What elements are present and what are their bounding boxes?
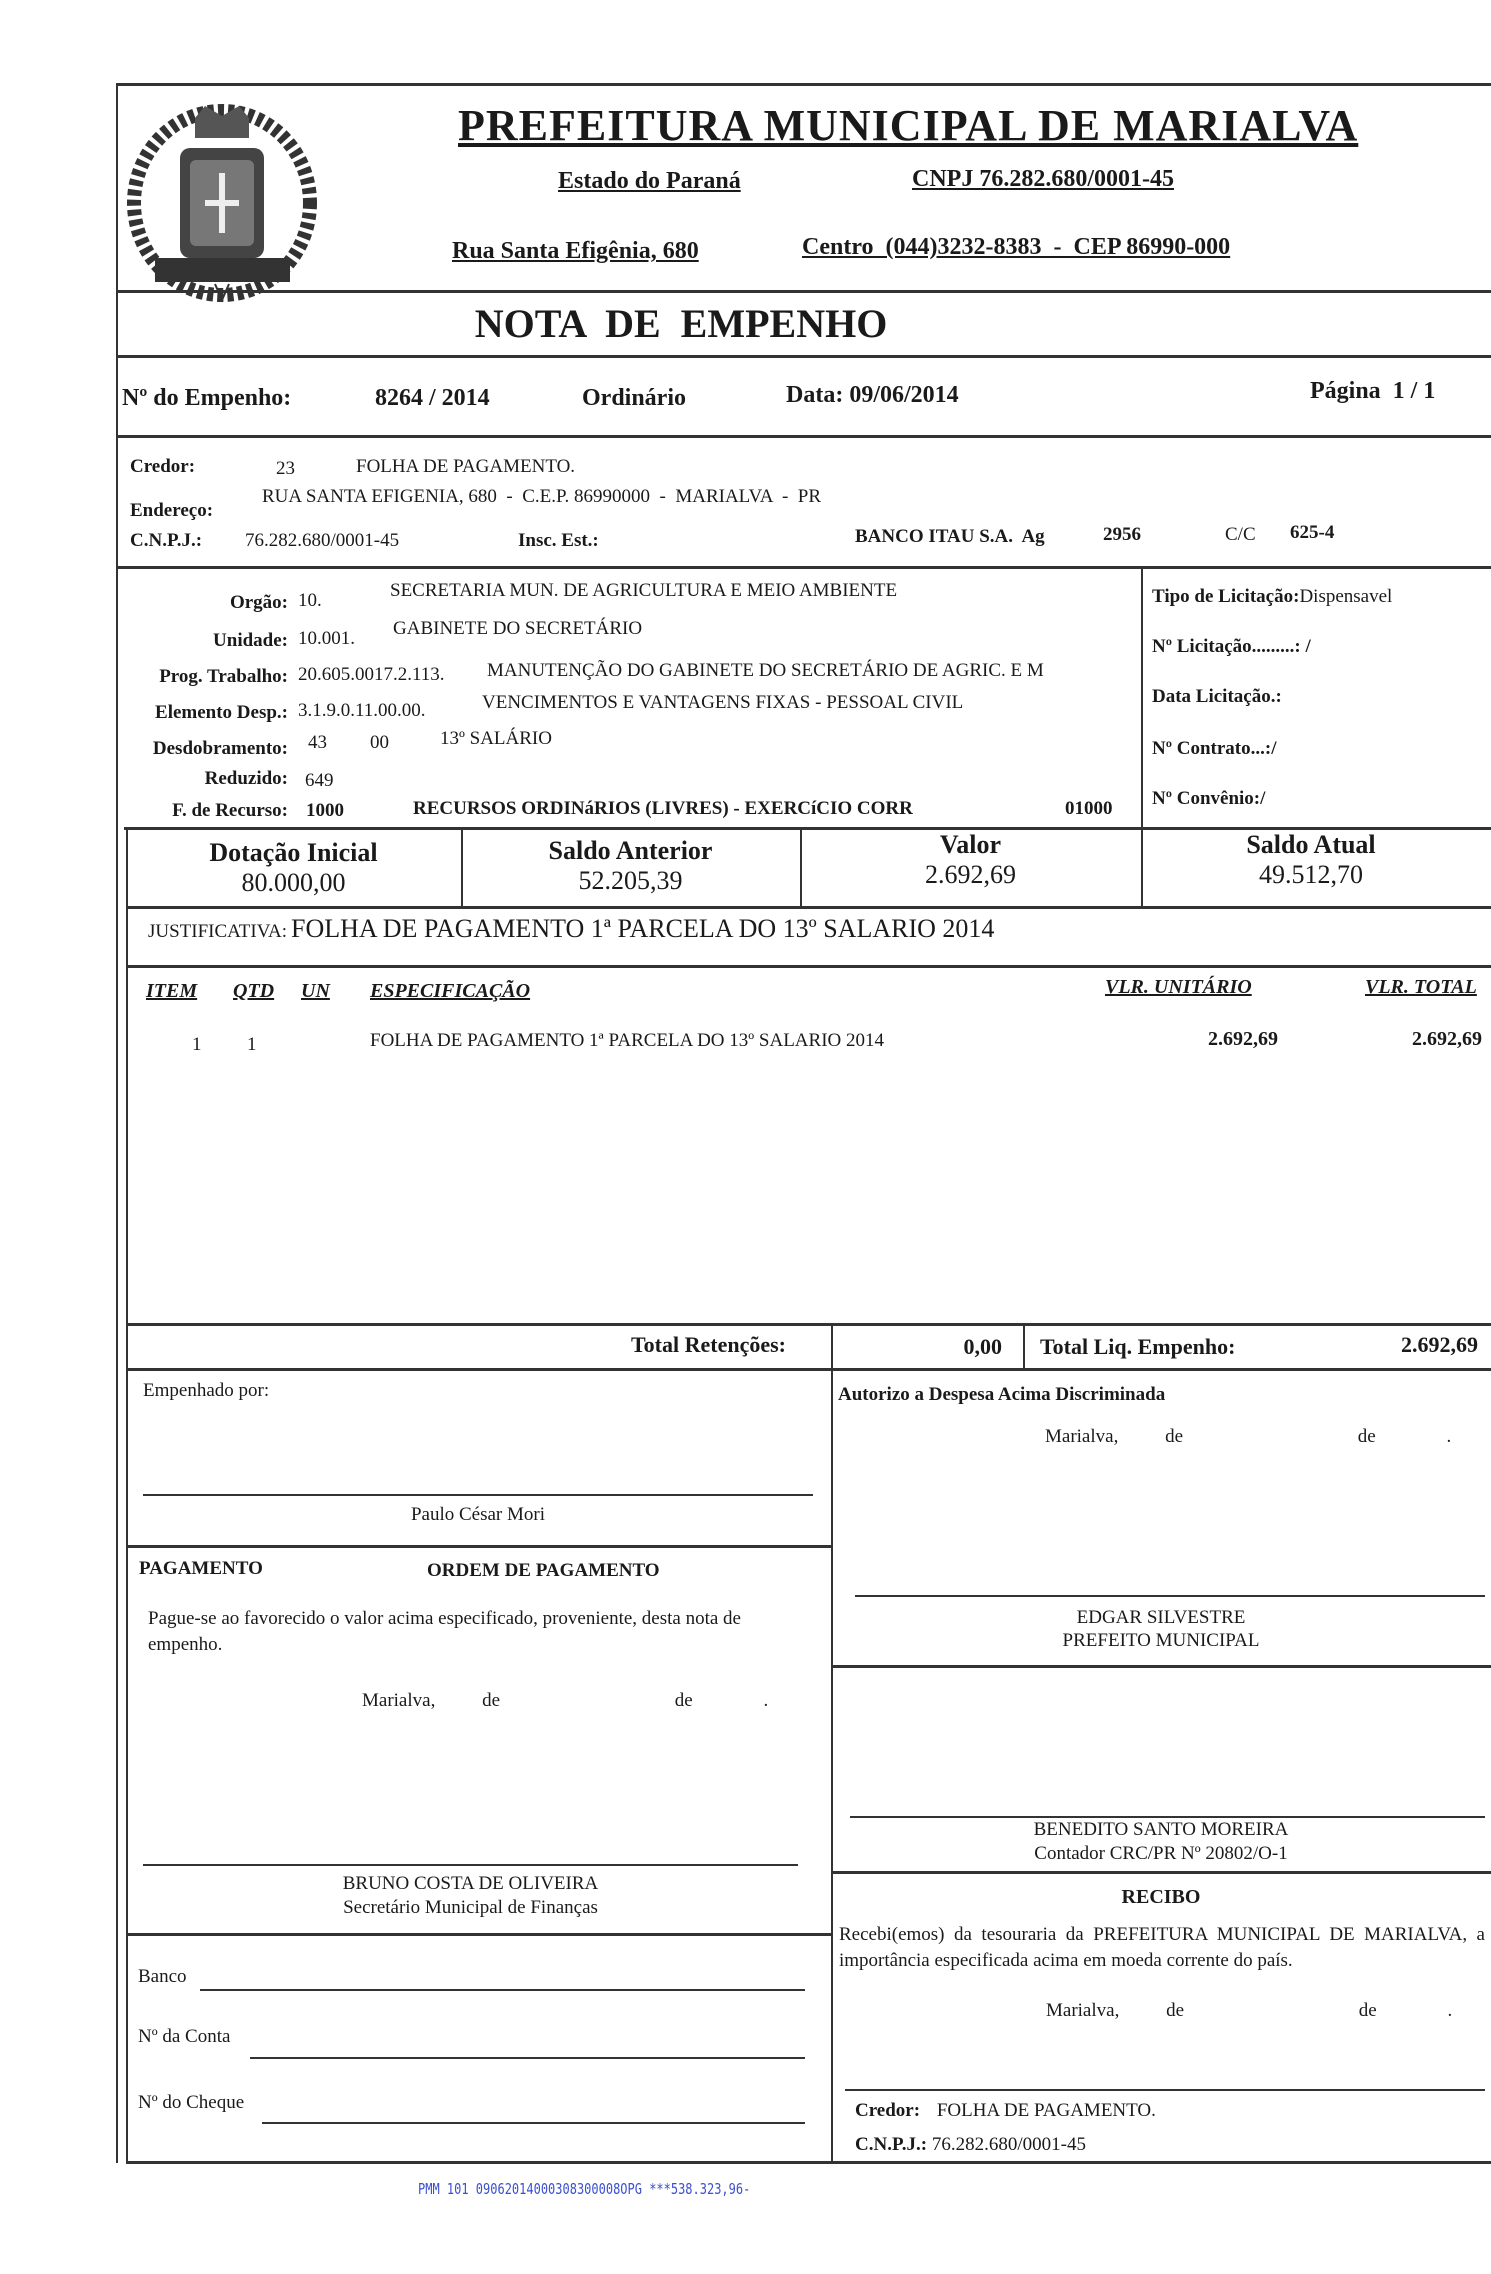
signer-name: BRUNO COSTA DE OLIVEIRA [342, 1873, 599, 1894]
prog-trabalho-code: 20.605.0017.2.113. [298, 664, 445, 685]
bank-authentication-stamp: PMM 101 09062014000308300008OPG ***538.323,96- [418, 2180, 751, 2198]
saldo-value: 80.000,00 [241, 868, 346, 897]
recurso-code: 1000 [306, 800, 344, 821]
signature-line [845, 2089, 1485, 2091]
signer-name: BENEDITO SANTO MOREIRA [1033, 1819, 1289, 1840]
divider [1023, 1323, 1025, 1368]
empenho-label: Nº do Empenho: [122, 385, 292, 411]
date-city: Marialva, [1046, 2000, 1120, 2021]
saldo-anterior [461, 836, 800, 896]
total-liquido-value: 2.692,69 [1401, 1332, 1478, 1357]
prog-trabalho-name: MANUTENÇÃO DO GABINETE DO SECRETÁRIO DE AGRIC. E M [487, 660, 1044, 681]
signature-line [855, 1595, 1485, 1597]
banco-field-line[interactable] [200, 1989, 805, 1991]
empenho-number: 8264 / 2014 [375, 385, 490, 411]
tipo-licitacao [1152, 586, 1392, 608]
divider [126, 1545, 831, 1548]
conta-field-line[interactable] [250, 2057, 805, 2059]
date-de: de [1358, 2000, 1377, 2021]
desdobramento-2: 00 [370, 732, 389, 753]
data-licitacao: Data Licitação.: [1152, 686, 1282, 707]
header-address: Rua Santa Efigênia, 680 [452, 238, 699, 264]
elemento-name: VENCIMENTOS E VANTAGENS FIXAS - PESSOAL CIVIL [482, 692, 964, 713]
signature-line [143, 1864, 798, 1866]
autorizo-date [1045, 1426, 1451, 1448]
cnpj-value: 76.282.680/0001-45 [245, 530, 400, 551]
pagamento-label: PAGAMENTO [139, 1558, 263, 1579]
signer-name: EDGAR SILVESTRE [1076, 1607, 1246, 1628]
recurso-label: F. de Recurso: [172, 800, 288, 821]
item-qtd: 1 [247, 1034, 257, 1055]
ordem-pagamento-title: ORDEM DE PAGAMENTO [427, 1560, 660, 1581]
signature-line [143, 1494, 813, 1496]
saldo-label: Valor [939, 830, 1002, 859]
recurso-name: RECURSOS ORDINáRIOS (LIVRES) - EXERCíCIO CORR [413, 798, 913, 819]
tipo-licitacao-value: Dispensavel [1299, 586, 1393, 607]
insc-est-label: Insc. Est.: [518, 530, 599, 551]
saldo-value: 49.512,70 [1259, 860, 1363, 889]
empenhado-label: Empenhado por: [143, 1380, 270, 1401]
municipal-coat-of-arms-logo [125, 98, 320, 303]
bank-agency: 2956 [1103, 524, 1141, 545]
credor-code: 23 [276, 458, 295, 479]
contador-signer [831, 1818, 1491, 1866]
empenho-type: Ordinário [582, 385, 687, 411]
col-header-item: ITEM [146, 980, 198, 1002]
col-header-especificacao: ESPECIFICAÇÃO [370, 980, 531, 1002]
bank-name: BANCO ITAU S.A. Ag [855, 526, 1045, 547]
item-number: 1 [192, 1034, 202, 1055]
saldo-value: 52.205,39 [578, 866, 683, 895]
total-retencoes-label: Total Retenções: [631, 1332, 786, 1357]
total-retencoes-value: 0,00 [963, 1334, 1002, 1359]
saldo-dotacao-inicial [126, 838, 461, 898]
date-dot: . [1446, 1426, 1452, 1447]
item-especificacao: FOLHA DE PAGAMENTO 1ª PARCELA DO 13º SALARIO 2014 [370, 1030, 884, 1051]
divider [116, 566, 1491, 569]
justificativa [148, 914, 994, 944]
empenhado-name: Paulo César Mori [410, 1504, 546, 1525]
endereco-value: RUA SANTA EFIGENIA, 680 - C.E.P. 86990000 - MARIALVA - PR [262, 486, 822, 507]
signer-role: Contador CRC/PR Nº 20802/O-1 [1034, 1843, 1288, 1864]
unidade-label: Unidade: [213, 630, 288, 651]
justificativa-label: JUSTIFICATIVA: [148, 921, 288, 942]
banco-label: Banco [138, 1966, 187, 1987]
pagamento-text: Pague-se ao favorecido o valor acima especificado, proveniente, desta nota de empenho. [148, 1608, 741, 1655]
orgao-label: Orgão: [229, 592, 288, 613]
reduzido-value: 649 [305, 770, 334, 791]
signer-role: Secretário Municipal de Finanças [343, 1897, 598, 1918]
date-de: de [1166, 2000, 1185, 2021]
divider [831, 1871, 1491, 1874]
date-city: Marialva, [1045, 1426, 1119, 1447]
date-dot: . [763, 1690, 769, 1711]
header-state: Estado do Paraná [558, 168, 741, 194]
header-district-phone: Centro (044)3232-8383 - CEP 86990-000 [802, 234, 1231, 260]
cnpj-label: C.N.P.J.: [130, 530, 203, 551]
cheque-label: Nº do Cheque [138, 2092, 245, 2113]
col-header-vlr-unitario: VLR. UNITÁRIO [1105, 976, 1252, 998]
date-de: de [674, 1690, 693, 1711]
saldo-label: Saldo Anterior [548, 836, 713, 865]
empenho-date: Data: 09/06/2014 [786, 382, 959, 408]
desdobramento-label: Desdobramento: [152, 738, 288, 759]
credor-label: Credor: [130, 456, 196, 477]
divider [126, 906, 1491, 909]
recibo-credor-value: FOLHA DE PAGAMENTO. [936, 2100, 1156, 2121]
desdobramento-name: 13º SALÁRIO [440, 728, 552, 749]
cheque-field-line[interactable] [262, 2122, 805, 2124]
numero-contrato: Nº Contrato...:/ [1152, 738, 1277, 759]
date-de: de [1165, 1426, 1184, 1447]
col-header-un: UN [301, 980, 330, 1002]
divider [116, 290, 1491, 293]
date-de: de [482, 1690, 501, 1711]
cc-value: 625-4 [1290, 522, 1335, 543]
recurso-code-2: 01000 [1065, 798, 1113, 819]
numero-licitacao: Nº Licitação.........: / [1152, 636, 1311, 657]
divider [126, 1323, 1491, 1326]
recibo-cnpj [855, 2134, 1086, 2156]
prog-trabalho-label: Prog. Trabalho: [159, 666, 288, 687]
frame-bottom [126, 2161, 1491, 2164]
saldo-label: Dotação Inicial [209, 838, 378, 867]
item-vlr-unitario: 2.692,69 [1208, 1028, 1278, 1050]
orgao-name: SECRETARIA MUN. DE AGRICULTURA E MEIO AMBIENTE [390, 580, 898, 601]
divider [126, 1368, 1491, 1371]
date-dot: . [1447, 2000, 1453, 2021]
pagamento-signer [143, 1872, 798, 1920]
header-title: PREFEITURA MUNICIPAL DE MARIALVA [458, 101, 1359, 150]
credor-name: FOLHA DE PAGAMENTO. [356, 456, 576, 477]
divider [126, 1933, 831, 1936]
saldo-label: Saldo Atual [1246, 830, 1376, 859]
date-de: de [1357, 1426, 1376, 1447]
recibo-credor-label: Credor: [855, 2100, 921, 2121]
elemento-code: 3.1.9.0.11.00.00. [298, 700, 426, 721]
recibo-text: Recebi(emos) da tesouraria da PREFEITURA MUNICIPAL DE MARIALVA, a importância especificada acima em moeda corrente do país. [839, 1924, 1485, 1971]
recibo-date [1046, 2000, 1452, 2022]
recibo-credor [855, 2100, 1156, 2122]
pagamento-date [362, 1690, 768, 1712]
orgao-code: 10. [298, 590, 322, 611]
justificativa-text: FOLHA DE PAGAMENTO 1ª PARCELA DO 13º SALARIO 2014 [291, 914, 995, 943]
header-cnpj: CNPJ 76.282.680/0001-45 [912, 166, 1174, 192]
unidade-name: GABINETE DO SECRETÁRIO [393, 618, 643, 639]
frame-top [116, 83, 1491, 86]
autorizo-label: Autorizo a Despesa Acima Discriminada [838, 1384, 1166, 1405]
divider [116, 355, 1491, 358]
frame-left [116, 83, 118, 2163]
signer-role: PREFEITO MUNICIPAL [1062, 1630, 1260, 1651]
recibo-cnpj-value: 76.282.680/0001-45 [931, 2134, 1086, 2155]
reduzido-label: Reduzido: [204, 768, 288, 789]
divider [1141, 566, 1143, 827]
saldo-valor [800, 830, 1141, 890]
unidade-code: 10.001. [298, 628, 355, 649]
saldo-atual [1141, 830, 1481, 890]
endereco-label: Endereço: [130, 500, 214, 521]
elemento-label: Elemento Desp.: [155, 702, 288, 723]
total-liquido-label: Total Liq. Empenho: [1040, 1334, 1236, 1359]
conta-label: Nº da Conta [138, 2026, 231, 2047]
cc-label: C/C [1225, 524, 1256, 545]
item-vlr-total: 2.692,69 [1412, 1028, 1482, 1050]
col-header-vlr-total: VLR. TOTAL [1365, 976, 1477, 998]
numero-convenio: Nº Convênio:/ [1152, 788, 1266, 809]
divider [116, 435, 1491, 438]
desdobramento-1: 43 [308, 732, 327, 753]
page-number: Página 1 / 1 [1310, 378, 1436, 404]
divider [831, 1323, 833, 2163]
divider [126, 965, 1491, 968]
document-title: NOTA DE EMPENHO [474, 301, 888, 346]
saldo-value: 2.692,69 [925, 860, 1016, 889]
autorizo-signer [831, 1606, 1491, 1652]
date-city: Marialva, [362, 1690, 436, 1711]
recibo-cnpj-label: C.N.P.J.: [855, 2134, 928, 2155]
col-header-qtd: QTD [233, 980, 275, 1002]
divider [831, 1665, 1491, 1668]
tipo-licitacao-label: Tipo de Licitação: [1152, 586, 1300, 607]
frame-left-inner [126, 827, 128, 2163]
recibo-title: RECIBO [1121, 1886, 1201, 1908]
